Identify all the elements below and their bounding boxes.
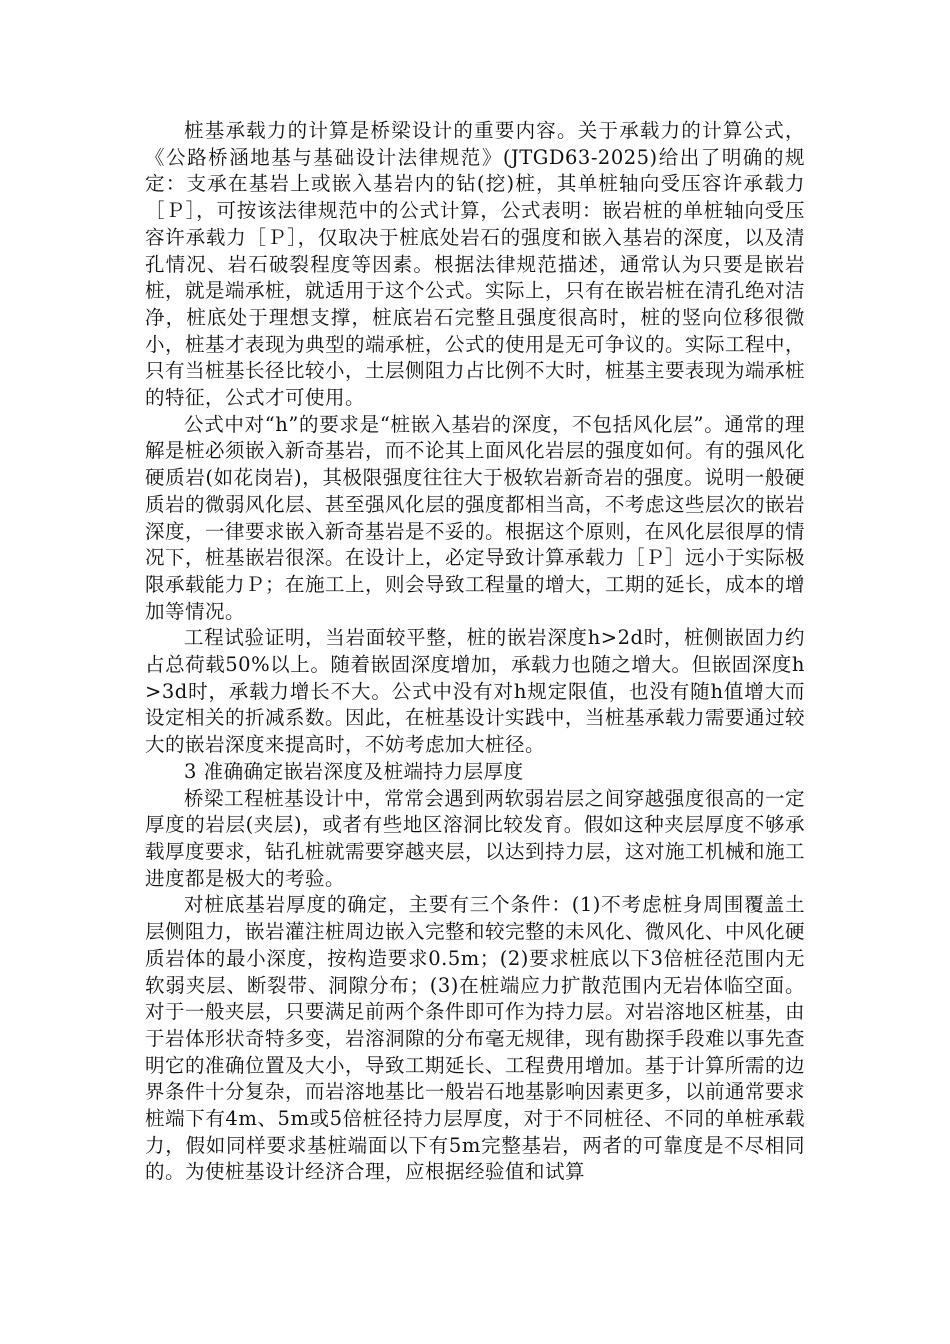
paragraph-pile-capacity-intro: 桩基承载力的计算是桥梁设计的重要内容。关于承载力的计算公式，《公路桥涵地基与基础设计法律规范》(JTGD63-2025)给出了明确的规定：支承在基岩上或嵌入基岩内的钻(挖)桩，其单桩轴向受压容许承载力［Ｐ］，可按该法律规范中的公式计算，公式表明：嵌岩桩的单桩轴向受压容许承载力［Ｐ］，仅取决于桩底处岩石的强度和嵌入基岩的深度，以及清孔情况、岩石破裂程度等因素。根据法律规范描述，通常认为只要是嵌岩桩，就是端承桩，就适用于这个公式。实际上，只有在嵌岩桩在清孔绝对洁净，桩底处于理想支撑，桩底岩石完整且强度很高时，桩的竖向位移很微小，桩基才表现为典型的端承桩，公式的使用是无可争议的。实际工程中，只有当桩基长径比较小，土层侧阻力占比例不大时，桩基主要表现为端承桩的特征，公式才可使用。 (145, 119, 806, 410)
paragraph-h-requirement: 公式中对“h”的要求是“桩嵌入基岩的深度，不包括风化层”。通常的理解是桩必须嵌入新奇基岩，而不论其上面风化岩层的强度如何。有的强风化硬质岩(如花岗岩)，其极限强度往往大于极软岩新奇岩的强度。说明一般硬质岩的微弱风化层、甚至强风化层的强度都相当高，不考虑这些层次的嵌岩深度，一律要求嵌入新奇基岩是不妥的。根据这个原则，在风化层很厚的情况下，桩基嵌岩很深。在设计上，必定导致计算承载力［Ｐ］远小于实际极限承载能力Ｐ；在施工上，则会导致工程量的增大，工期的延长，成本的增加等情况。 (145, 412, 806, 623)
document-body (145, 118, 805, 1186)
paragraph-bedrock-thickness: 对桩底基岩厚度的确定，主要有三个条件：(1)不考虑桩身周围覆盖土层侧阻力，嵌岩灌注桩周边嵌入完整和较完整的未风化、微风化、中风化硬质岩体的最小深度，按构造要求0.5m；(2)要求桩底以下3倍桩径范围内无软弱夹层、断裂带、洞隙分布；(3)在桩端应力扩散范围内无岩体临空面。对于一般夹层，只要满足前两个条件即可作为持力层。对岩溶地区桩基，由于岩体形状奇特多变，岩溶洞隙的分布毫无规律，现有勘探手段难以事先查明它的准确位置及大小，导致工期延长、工程费用增加。基于计算所需的边界条件十分复杂，而岩溶地基比一般岩石地基影响因素更多，以前通常要求桩端下有4m、5m或5倍桩径持力层厚度，对于不同桩径、不同的单桩承载力，假如同样要求基桩端面以下有5m完整基岩，两者的可靠度是不尽相同的。为使桩基设计经济合理，应根据经验值和试算 (145, 893, 806, 1184)
paragraph-interlayer: 桥梁工程桩基设计中，常常会遇到两软弱岩层之间穿越强度很高的一定厚度的岩层(夹层)，或者有些地区溶洞比较发育。假如这种夹层厚度不够承载厚度要求，钻孔桩就需要穿越夹层，以达到持力层，这对施工机械和施工进度都是极大的考验。 (145, 786, 806, 890)
section-heading: 3 准确确定嵌岩深度及桩端持力层厚度 (184, 759, 524, 783)
paragraph-test-results: 工程试验证明，当岩面较平整，桩的嵌岩深度h>2d时，桩侧嵌固力约占总荷载50%以上。随着嵌固深度增加，承载力也随之增大。但嵌固深度h>3d时，承载力增长不大。公式中没有对h规定限值，也没有随h值增大而设定相关的折减系数。因此，在桩基设计实践中，当桩基承载力需要通过较大的嵌岩深度来提高时，不妨考虑加大桩径。 (145, 626, 806, 757)
